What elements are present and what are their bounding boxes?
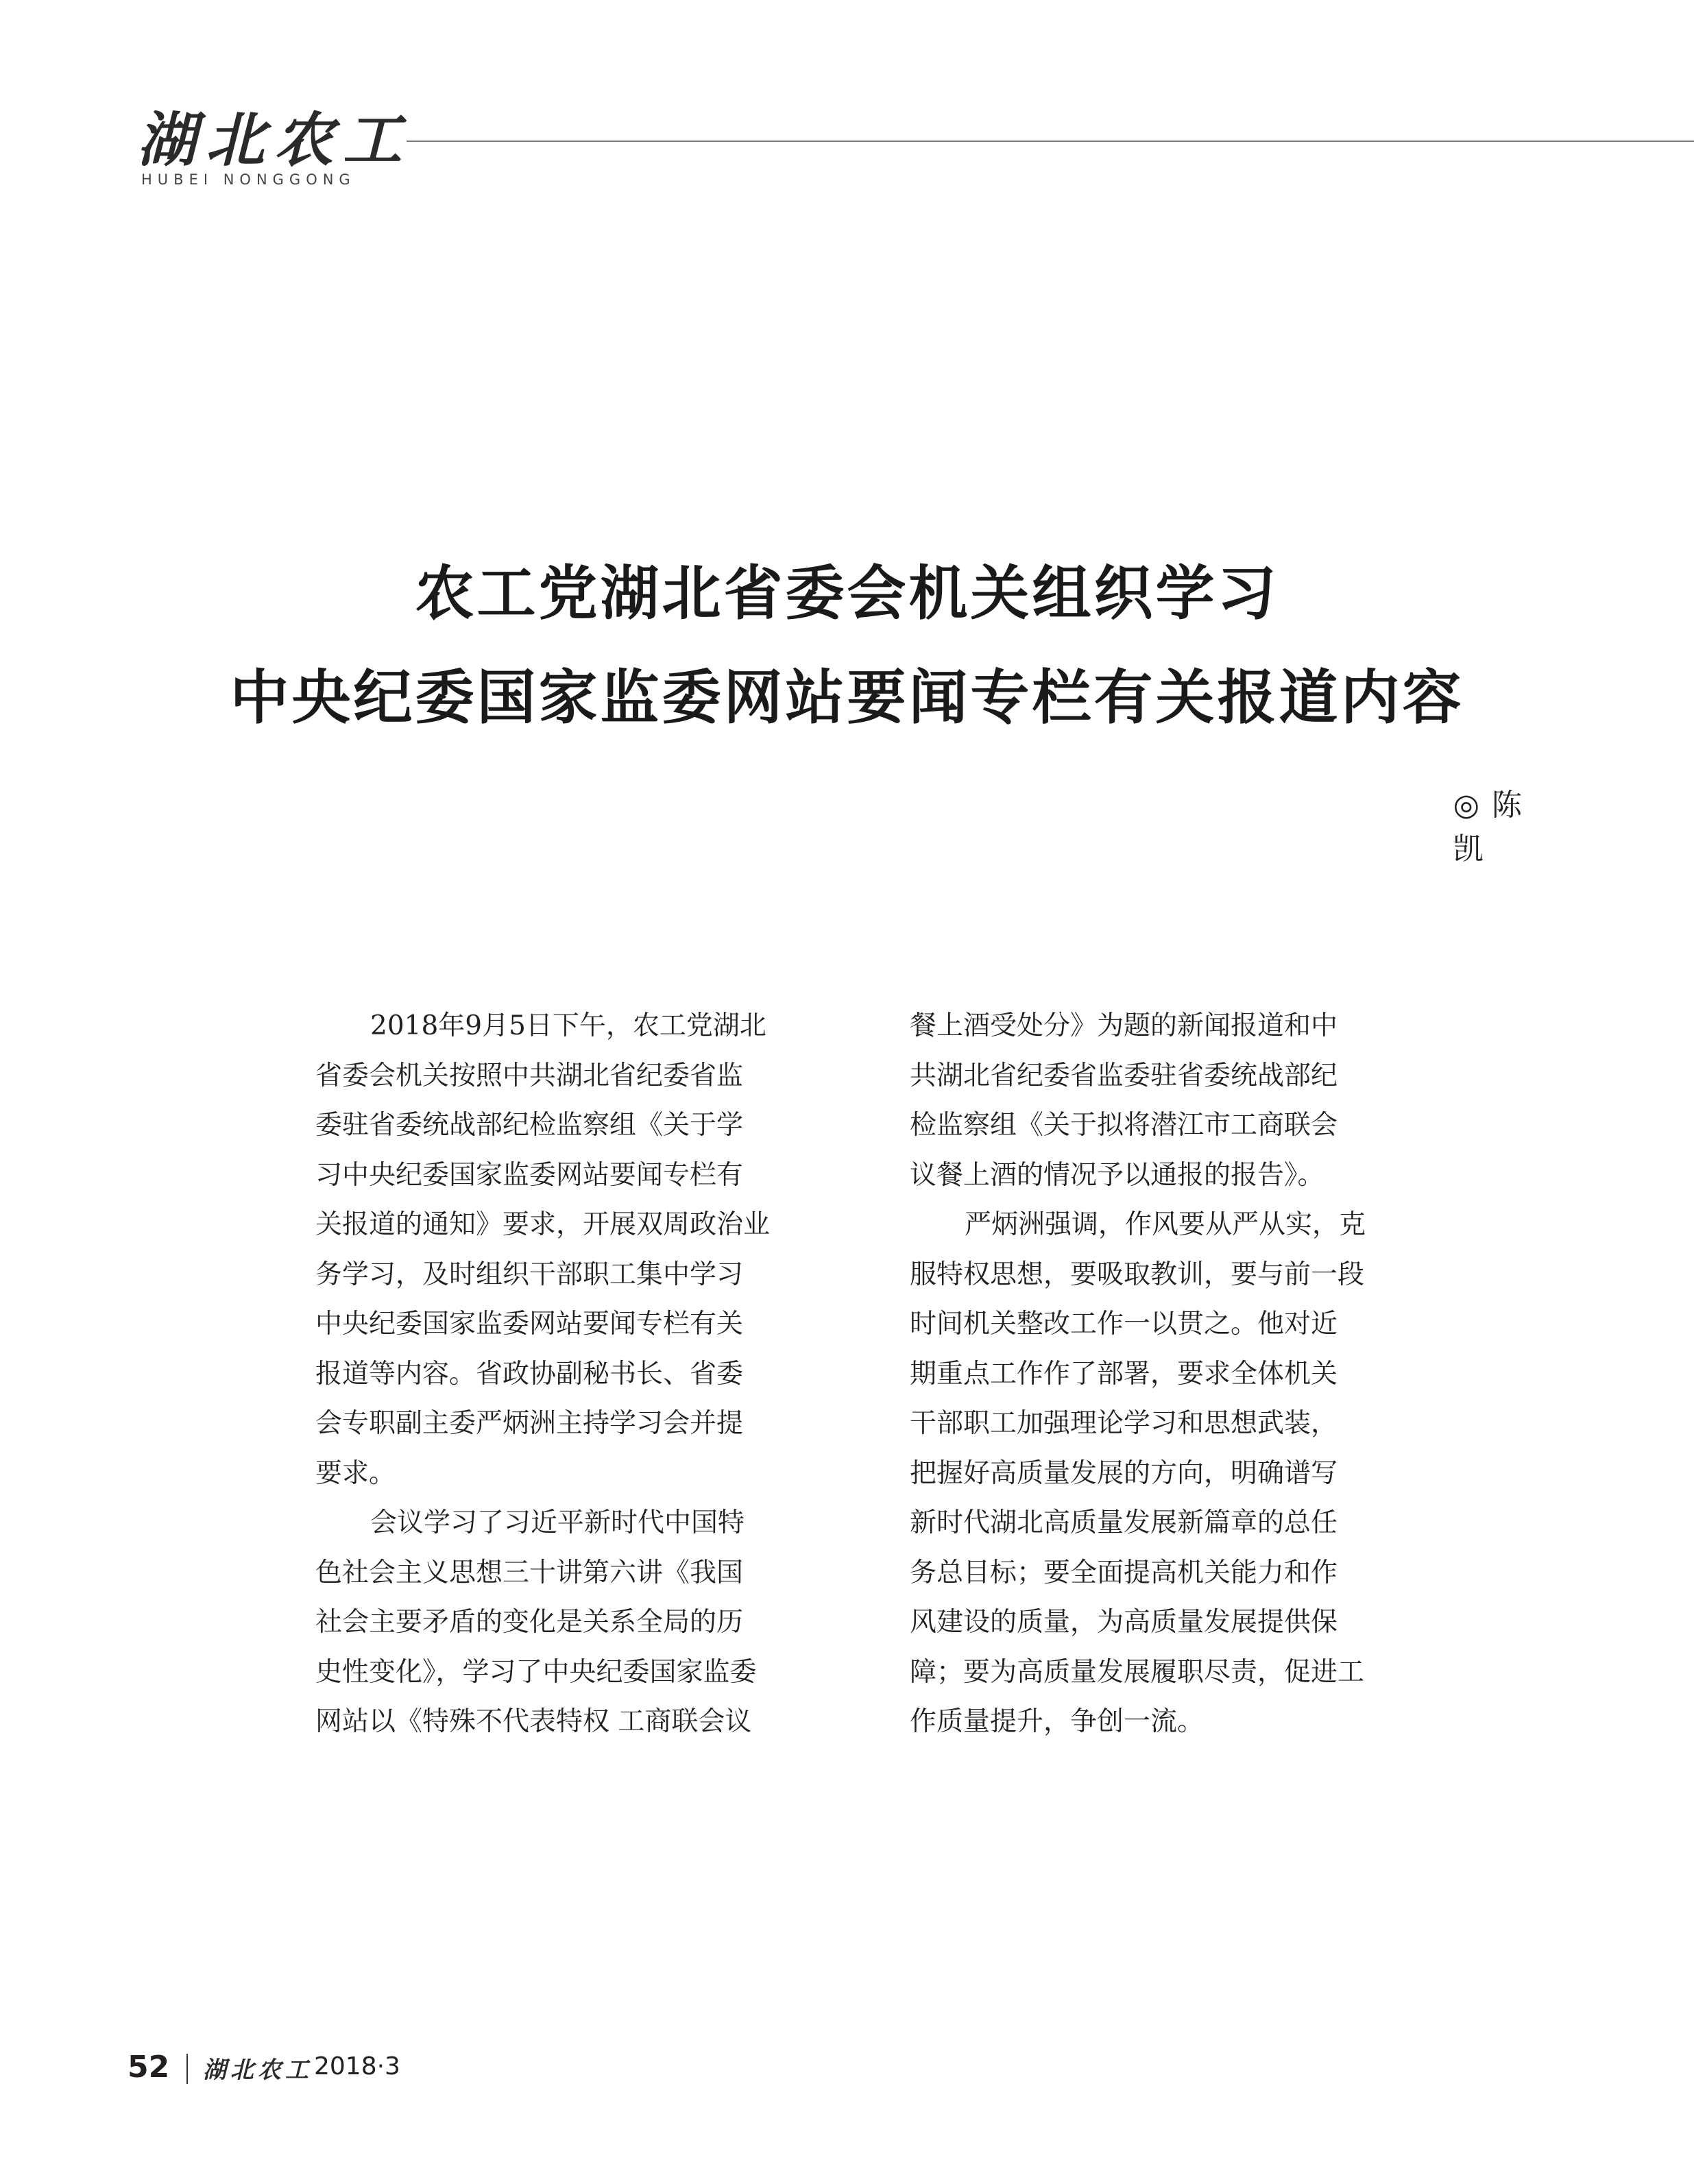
magazine-logo: 湖北农工 xyxy=(137,106,411,175)
article-column-left xyxy=(315,1002,806,1747)
article-title xyxy=(0,542,1694,750)
text-line: 史性变化》，学习了中央纪委国家监委 xyxy=(315,1656,757,1688)
text-line: 要求。 xyxy=(315,1457,396,1489)
text-line: 新时代湖北高质量发展新篇章的总任 xyxy=(910,1507,1338,1538)
text-line: 省委会机关按照中共湖北省纪委省监 xyxy=(315,1060,744,1091)
issue-number: 2018·3 xyxy=(314,2052,400,2080)
text-line: 检监察组《关于拟将潜江市工商联会 xyxy=(910,1110,1338,1141)
byline xyxy=(1453,780,1581,868)
text-line: 议餐上酒的情况予以通报的报告》。 xyxy=(910,1159,1324,1191)
text-line: 服特权思想，要吸取教训，要与前一段 xyxy=(910,1259,1365,1290)
text-line: 网站以《特殊不代表特权 工商联会议 xyxy=(315,1706,752,1737)
text-line: 2018年9月5日下午，农工党湖北 xyxy=(370,1010,766,1041)
text-line: 餐上酒受处分》为题的新闻报道和中 xyxy=(910,1010,1338,1041)
masthead xyxy=(137,103,1694,199)
text-line: 障；要为高质量发展履职尽责，促进工 xyxy=(910,1656,1365,1688)
text-line: 中央纪委国家监委网站要闻专栏有关 xyxy=(315,1309,744,1339)
text-line: 会议学习了习近平新时代中国特 xyxy=(370,1507,745,1538)
text-line: 色社会主义思想三十讲第六讲《我国 xyxy=(315,1557,744,1588)
text-line: 风建设的质量，为高质量发展提供保 xyxy=(910,1607,1338,1638)
page-number: 52 xyxy=(128,2050,170,2085)
text-line: 社会主要矛盾的变化是关系全局的历 xyxy=(315,1607,744,1638)
article-column-right xyxy=(910,1002,1400,1747)
text-line: 把握好高质量发展的方向，明确谱写 xyxy=(910,1457,1338,1489)
byline-mark: ◎ xyxy=(1453,788,1479,823)
text-line: 习中央纪委国家监委网站要闻专栏有 xyxy=(315,1159,744,1191)
article-title-line-2: 中央纪委国家监委网站要闻专栏有关报道内容 xyxy=(230,663,1464,732)
footer-magazine-logo: 湖北农工 xyxy=(203,2056,313,2084)
footer-divider xyxy=(186,2054,188,2084)
text-line: 作质量提升，争创一流。 xyxy=(910,1706,1205,1737)
text-line: 报道等内容。省政协副秘书长、省委 xyxy=(315,1358,744,1390)
magazine-logo-subtitle: HUBEI NONGGONG xyxy=(141,171,356,188)
text-line: 严炳洲强调，作风要从严从实，克 xyxy=(965,1209,1366,1240)
text-line: 会专职副主委严炳洲主持学习会并提 xyxy=(315,1408,744,1439)
text-line: 时间机关整改工作一以贯之。他对近 xyxy=(910,1309,1338,1339)
author-name: 陈凯 xyxy=(1453,788,1551,866)
text-line: 期重点工作作了部署，要求全体机关 xyxy=(910,1358,1338,1390)
text-line: 关报道的通知》要求，开展双周政治业 xyxy=(315,1209,771,1240)
text-line: 干部职工加强理论学习和思想武装， xyxy=(910,1408,1338,1439)
article-title-line-1: 农工党湖北省委会机关组织学习 xyxy=(415,559,1279,628)
text-line: 务学习，及时组织干部职工集中学习 xyxy=(315,1259,744,1290)
text-line: 委驻省委统战部纪检监察组《关于学 xyxy=(315,1110,744,1141)
text-line: 共湖北省纪委省监委驻省委统战部纪 xyxy=(910,1060,1338,1091)
text-line: 务总目标；要全面提高机关能力和作 xyxy=(910,1557,1338,1588)
header-rule xyxy=(407,141,1694,142)
